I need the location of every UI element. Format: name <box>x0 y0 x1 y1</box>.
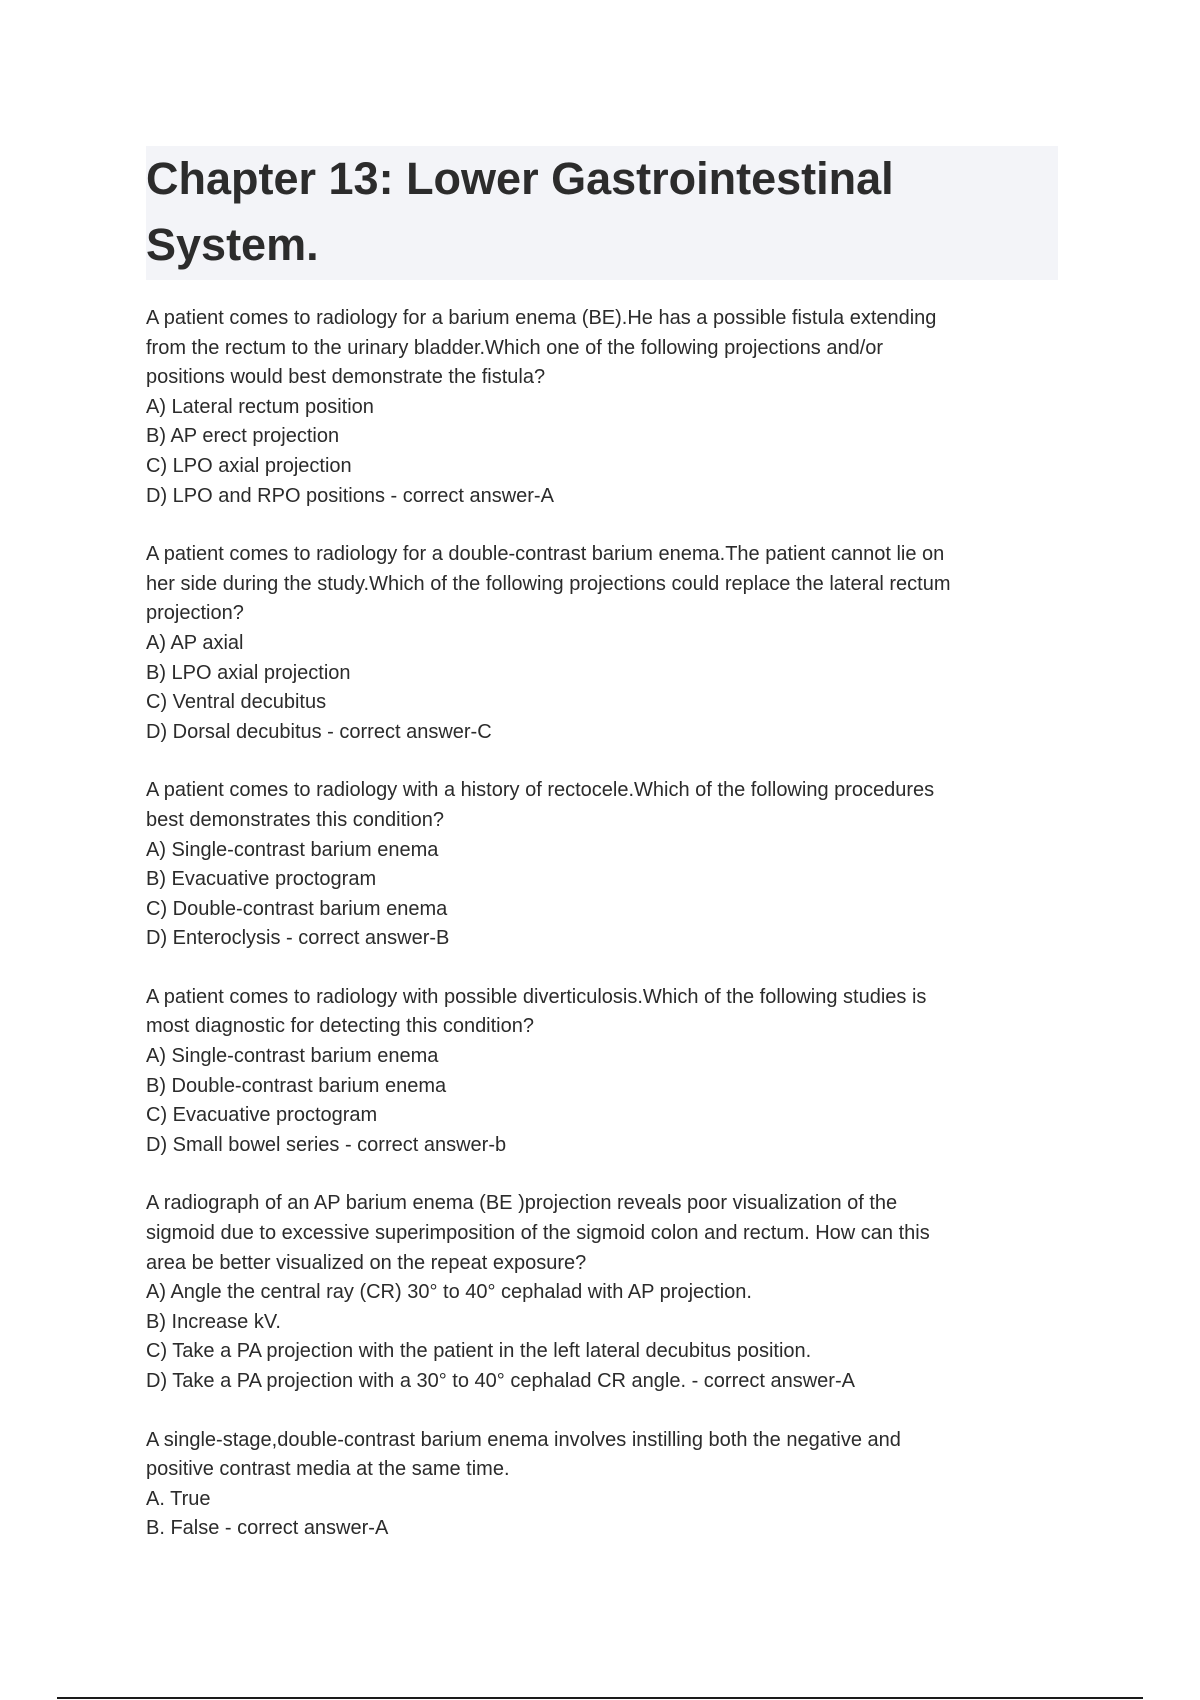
answer-option: A) Lateral rectum position <box>146 395 374 418</box>
question-stem-line: A single-stage,double-contrast barium enema involves instilling both the negative and <box>146 1428 901 1451</box>
answer-option: B) LPO axial projection <box>146 661 351 684</box>
question-stem-line: from the rectum to the urinary bladder.Which one of the following projections and/or <box>146 336 884 359</box>
page-bottom-divider <box>57 1697 1143 1699</box>
question-stem-line: projection? <box>146 602 244 625</box>
question-stem-line: sigmoid due to excessive superimposition of the sigmoid colon and rectum. How can this <box>146 1222 930 1245</box>
answer-option: A) Single-contrast barium enema <box>146 1045 439 1068</box>
answer-option: C) Double-contrast barium enema <box>146 897 448 920</box>
question-stem-line: most diagnostic for detecting this condition? <box>146 1015 534 1038</box>
answer-option: C) Take a PA projection with the patient in the left lateral decubitus position. <box>146 1340 812 1363</box>
answer-option-with-key: D) Take a PA projection with a 30° to 40° cephalad CR angle. - correct answer-A <box>146 1370 855 1392</box>
question-stem-line: her side during the study.Which of the following projections could replace the lateral rectum <box>146 572 951 595</box>
question-stem-line: A patient comes to radiology for a double-contrast barium enema.The patient cannot lie on <box>146 543 945 566</box>
question-1 <box>146 304 1066 511</box>
answer-option-with-key: D) Small bowel series - correct answer-b <box>146 1133 507 1156</box>
chapter-title-line-2: System. <box>146 219 319 270</box>
question-2 <box>146 540 1066 747</box>
answer-option: A. True <box>146 1487 211 1510</box>
answer-option: A) Angle the central ray (CR) 30° to 40° cephalad with AP projection. <box>146 1281 752 1304</box>
question-stem-line: area be better visualized on the repeat exposure? <box>146 1251 587 1274</box>
question-stem-line: A patient comes to radiology with possible diverticulosis.Which of the following studies is <box>146 985 927 1008</box>
answer-option-with-key: D) LPO and RPO positions - correct answer-A <box>146 484 554 507</box>
question-4 <box>146 983 1066 1161</box>
chapter-title <box>146 146 1058 278</box>
answer-option: B) Increase kV. <box>146 1310 281 1333</box>
chapter-title-line-1: Chapter 13: Lower Gastrointestinal <box>146 153 894 204</box>
chapter-title-block <box>146 146 1058 280</box>
answer-option: C) LPO axial projection <box>146 454 352 477</box>
answer-option: A) Single-contrast barium enema <box>146 838 439 861</box>
answer-option: C) Evacuative proctogram <box>146 1104 378 1127</box>
answer-option: B) Evacuative proctogram <box>146 868 377 891</box>
question-stem-line: positions would best demonstrate the fistula? <box>146 366 546 389</box>
question-3 <box>146 776 1066 954</box>
answer-option-with-key: D) Enteroclysis - correct answer-B <box>146 927 450 950</box>
answer-option: C) Ventral decubitus <box>146 691 327 714</box>
question-stem-line: A patient comes to radiology with a history of rectocele.Which of the following procedures <box>146 779 935 802</box>
question-6 <box>146 1426 1066 1544</box>
answer-option: B) Double-contrast barium enema <box>146 1074 447 1097</box>
answer-option: B) AP erect projection <box>146 425 340 448</box>
question-5 <box>146 1189 1066 1396</box>
question-list <box>146 304 1066 1573</box>
question-stem-line: A patient comes to radiology for a barium enema (BE).He has a possible fistula extending <box>146 307 937 329</box>
answer-option-with-key: B. False - correct answer-A <box>146 1517 389 1540</box>
question-stem-line: A radiograph of an AP barium enema (BE )projection reveals poor visualization of the <box>146 1192 898 1215</box>
answer-option: A) AP axial <box>146 631 244 654</box>
answer-option-with-key: D) Dorsal decubitus - correct answer-C <box>146 720 492 743</box>
question-stem-line: positive contrast media at the same time. <box>146 1458 510 1481</box>
question-stem-line: best demonstrates this condition? <box>146 808 444 831</box>
